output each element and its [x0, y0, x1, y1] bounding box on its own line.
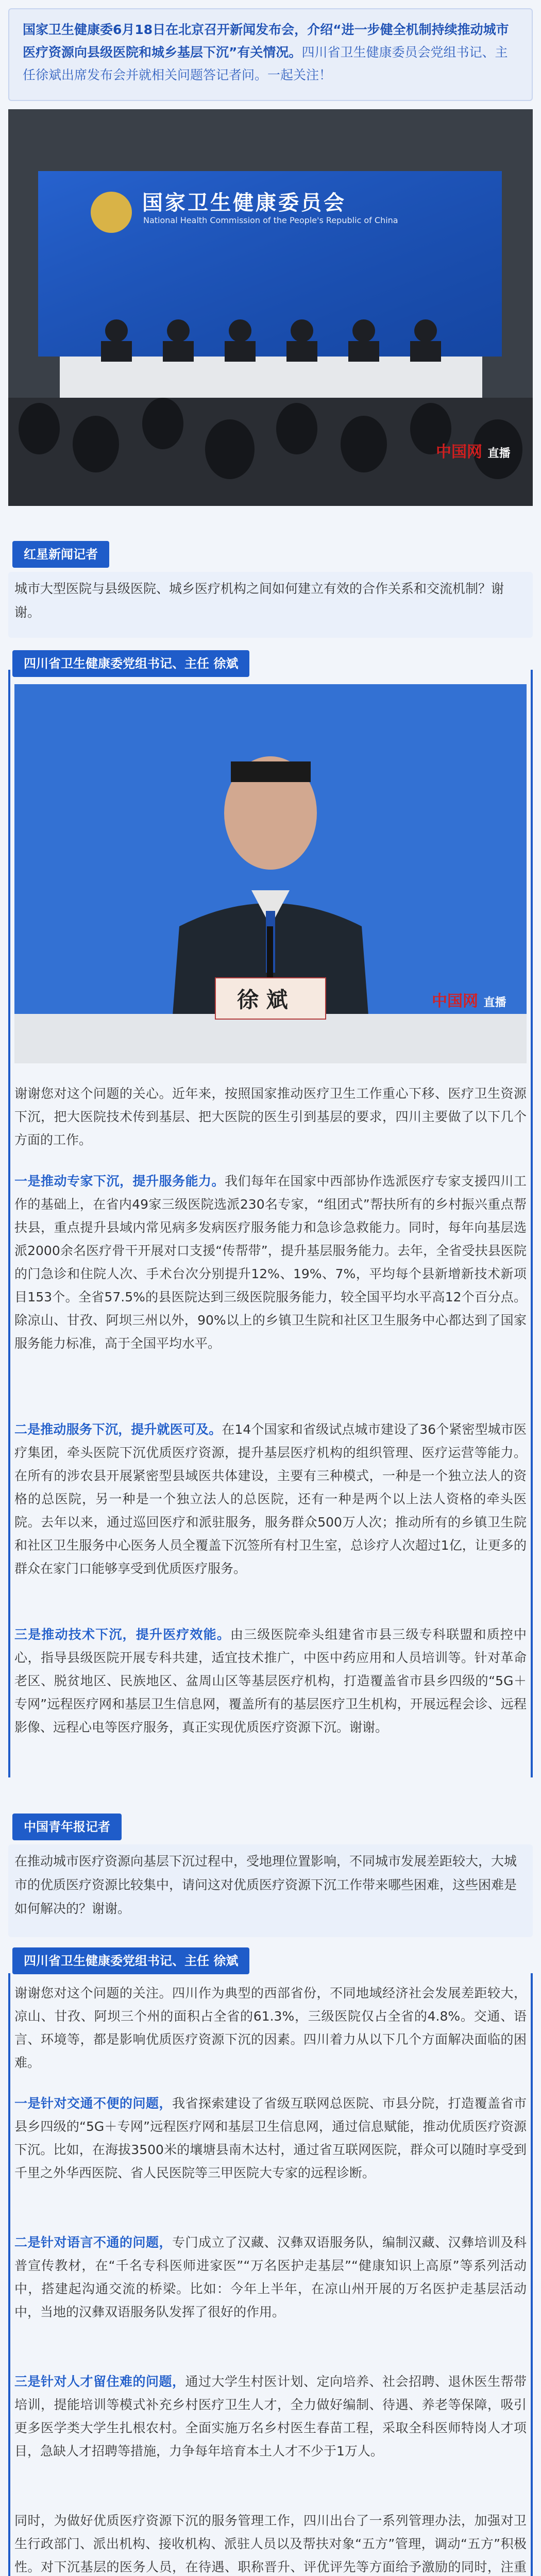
- national-emblem-icon: [91, 192, 132, 233]
- watermark-text: 中国网: [436, 443, 482, 461]
- speaker-photo: [14, 684, 527, 1063]
- answer-2-border-right: [531, 1973, 533, 2576]
- backdrop-subtitle: National Health Commission of the People's Republic of China: [143, 215, 398, 225]
- intro-block: [8, 8, 533, 101]
- answer-2-border: [8, 1973, 10, 2576]
- answer-1-para-2: 二是推动服务下沉，提升就医可及。在14个国家和省级试点城市建设了36个紧密型城市医疗集团，牵头医院下沉优质医疗资源，提升基层医疗机构的组织管理、医疗运营等能力。在所有的涉农县开展紧密型县域医共体建设，主要有三种模式，一种是一个独立法人的资格的总医院，另一种是一个独立法人的总医院，还有一种是两个以上法人资格的牵头医院。去年以来，通过巡回医疗和派驻服务，服务群众500万人次；推动所有的乡镇卫生院和社区卫生服务中心医务人员全覆盖下沉签所有村卫生室，总诊疗人次超过1亿，让更多的群众在家门口能够享受到优质医疗服务。: [14, 1422, 527, 1576]
- answer-2-para-0: 谢谢您对这个问题的关注。四川作为典型的西部省份，不同地域经济社会发展差距较大，凉山、甘孜、阿坝三个州的面积占全省的61.3%，三级医院仅占全省的4.8%。交通、语言、环境等，都是影响优质医疗资源下沉的因素。四川着力从以下几个方面解决面临的困难。: [14, 1986, 527, 2070]
- speaker-tag-2: 四川省卫生健康委党组书记、主任 徐斌: [12, 1947, 249, 1974]
- answer-2-para-3: 三是针对人才留住难的问题，通过大学生村医计划、定向培养、社会招聘、退休医生帮带培训，提能培训等模式补充乡村医疗卫生人才，全力做好编制、待遇、养老等保障，吸引更多医学类大学生扎根农村。全面实施万名乡村医生春苗工程，采取全科医师特岗人才项目，急缺人才招聘等措施，力争每年培育本土人才不少于1万人。: [14, 2374, 527, 2459]
- answer-2-para-2: 二是针对语言不通的问题，专门成立了汉藏、汉彝双语服务队，编制汉藏、汉彝培训及科普宣传教材，在“千名专科医师进家医”“万名医护走基层”“健康知识上高原”等系列活动中，搭建起沟通交流的桥梁。比如：今年上半年，在凉山州开展的万名医护走基层活动中，当地的汉彝双语服务队发挥了很好的作用。: [14, 2235, 527, 2319]
- answer-1-border-right: [531, 670, 533, 1777]
- watermark-sub: 直播: [487, 447, 511, 460]
- reporter-tag-1: 红星新闻记者: [12, 541, 109, 568]
- speaker-tag-1: 四川省卫生健康委党组书记、主任 徐斌: [12, 650, 249, 677]
- answer-1-para-1: 一是推动专家下沉，提升服务能力。我们每年在国家中西部协作选派医疗专家支援四川工作的基础上，在省内49家三级医院选派230名专家，“组团式”帮扶所有的乡村振兴重点帮扶县，重点提升县域内常见病多发病医疗服务能力和急诊急救能力。同时，每年向基层选派2000余名医疗骨干开展对口支援“传帮带”，提升基层服务能力。去年，全省受扶县医院的门急诊和住院人次、手术台次分别提升12%、19%、7%，平均每个县新增新技术新项目153个。全省57.5%的县医院达到三级医院服务能力，较全国平均水平高12个百分点。除凉山、甘孜、阿坝三州以外，90%以上的乡镇卫生院和社区卫生服务中心都达到了国家服务能力标准，高于全国平均水平。: [14, 1174, 527, 1351]
- question-1: 城市大型医院与县级医院、城乡医疗机构之间如何建立有效的合作关系和交流机制？谢谢。: [14, 581, 504, 620]
- nameplate: 徐 斌: [237, 987, 288, 1012]
- answer-1-para-3: 三是推动技术下沉，提升医疗效能。由三级医院牵头组建省市县三级专科联盟和质控中心，指导县级医院开展专科共建，适宜技术推广，中医中药应用和人员培训等。针对革命老区、脱贫地区、民族地区、盆周山区等基层医疗机构，打造覆盖省市县乡四级的“5G＋专网”远程医疗网和基层卫生信息网，覆盖所有的基层医疗卫生机构，开展远程会诊、远程影像、远程心电等医疗服务，真正实现优质医疗资源下沉。谢谢。: [14, 1627, 527, 1735]
- answer-2-para-4: 同时，为做好优质医疗资源下沉的服务管理工作，四川出台了一系列管理办法，加强对卫生行政部门、派出机构、接收机构、派驻人员以及帮扶对象“五方”管理，调动“五方”积极性。对下沉基层的医务人员，在待遇、职称晋升、评优评先等方面给予激励的同时，注重: [14, 2513, 527, 2574]
- watermark-logo-2: [432, 988, 506, 1011]
- watermark-sub-2: 直播: [483, 996, 506, 1009]
- answer-2-para-1: 一是针对交通不便的问题，我省探索建设了省级互联网总医院、市县分院，打造覆盖省市县乡四级的“5G＋专网”远程医疗网和基层卫生信息网，通过信息赋能，推动优质医疗资源下沉。比如，在海拔3500米的壤塘县南木达村，通过省互联网医院，群众可以随时享受到千里之外华西医院、省人民医院等三甲医院大专家的远程诊断。: [14, 2096, 527, 2180]
- press-conference-photo: [8, 109, 533, 506]
- backdrop-title: 国家卫生健康委员会: [142, 191, 346, 215]
- reporter-tag-2: 中国青年报记者: [12, 1814, 122, 1840]
- answer-1-border: [8, 670, 10, 1777]
- watermark-logo: [436, 439, 510, 462]
- question-2: 在推动城市医疗资源向基层下沉过程中，受地理位置影响，不同城市发展差距较大，大城市的优质医疗资源比较集中，请问这对优质医疗资源下沉工作带来哪些困难，这些困难是如何解决的？谢谢。: [14, 1854, 517, 1916]
- intro-highlight: 国家卫生健康委6月18日在北京召开新闻发布会，介绍“进一步健全机制持续推动城市医疗资源向县级医院和城乡基层下沉”有关情况。: [23, 22, 509, 60]
- answer-1-para-0: 谢谢您对这个问题的关心。近年来，按照国家推动医疗卫生工作重心下移、医疗卫生资源下沉，把大医院技术传到基层、把大医院的医生引到基层的要求，四川主要做了以下几个方面的工作。: [14, 1086, 527, 1147]
- intro-rest: 四川省卫生健康委员会党组书记、主任徐斌出席发布会并就相关问题答记者问。一起关注！: [23, 45, 508, 82]
- watermark-text-2: 中国网: [432, 992, 478, 1010]
